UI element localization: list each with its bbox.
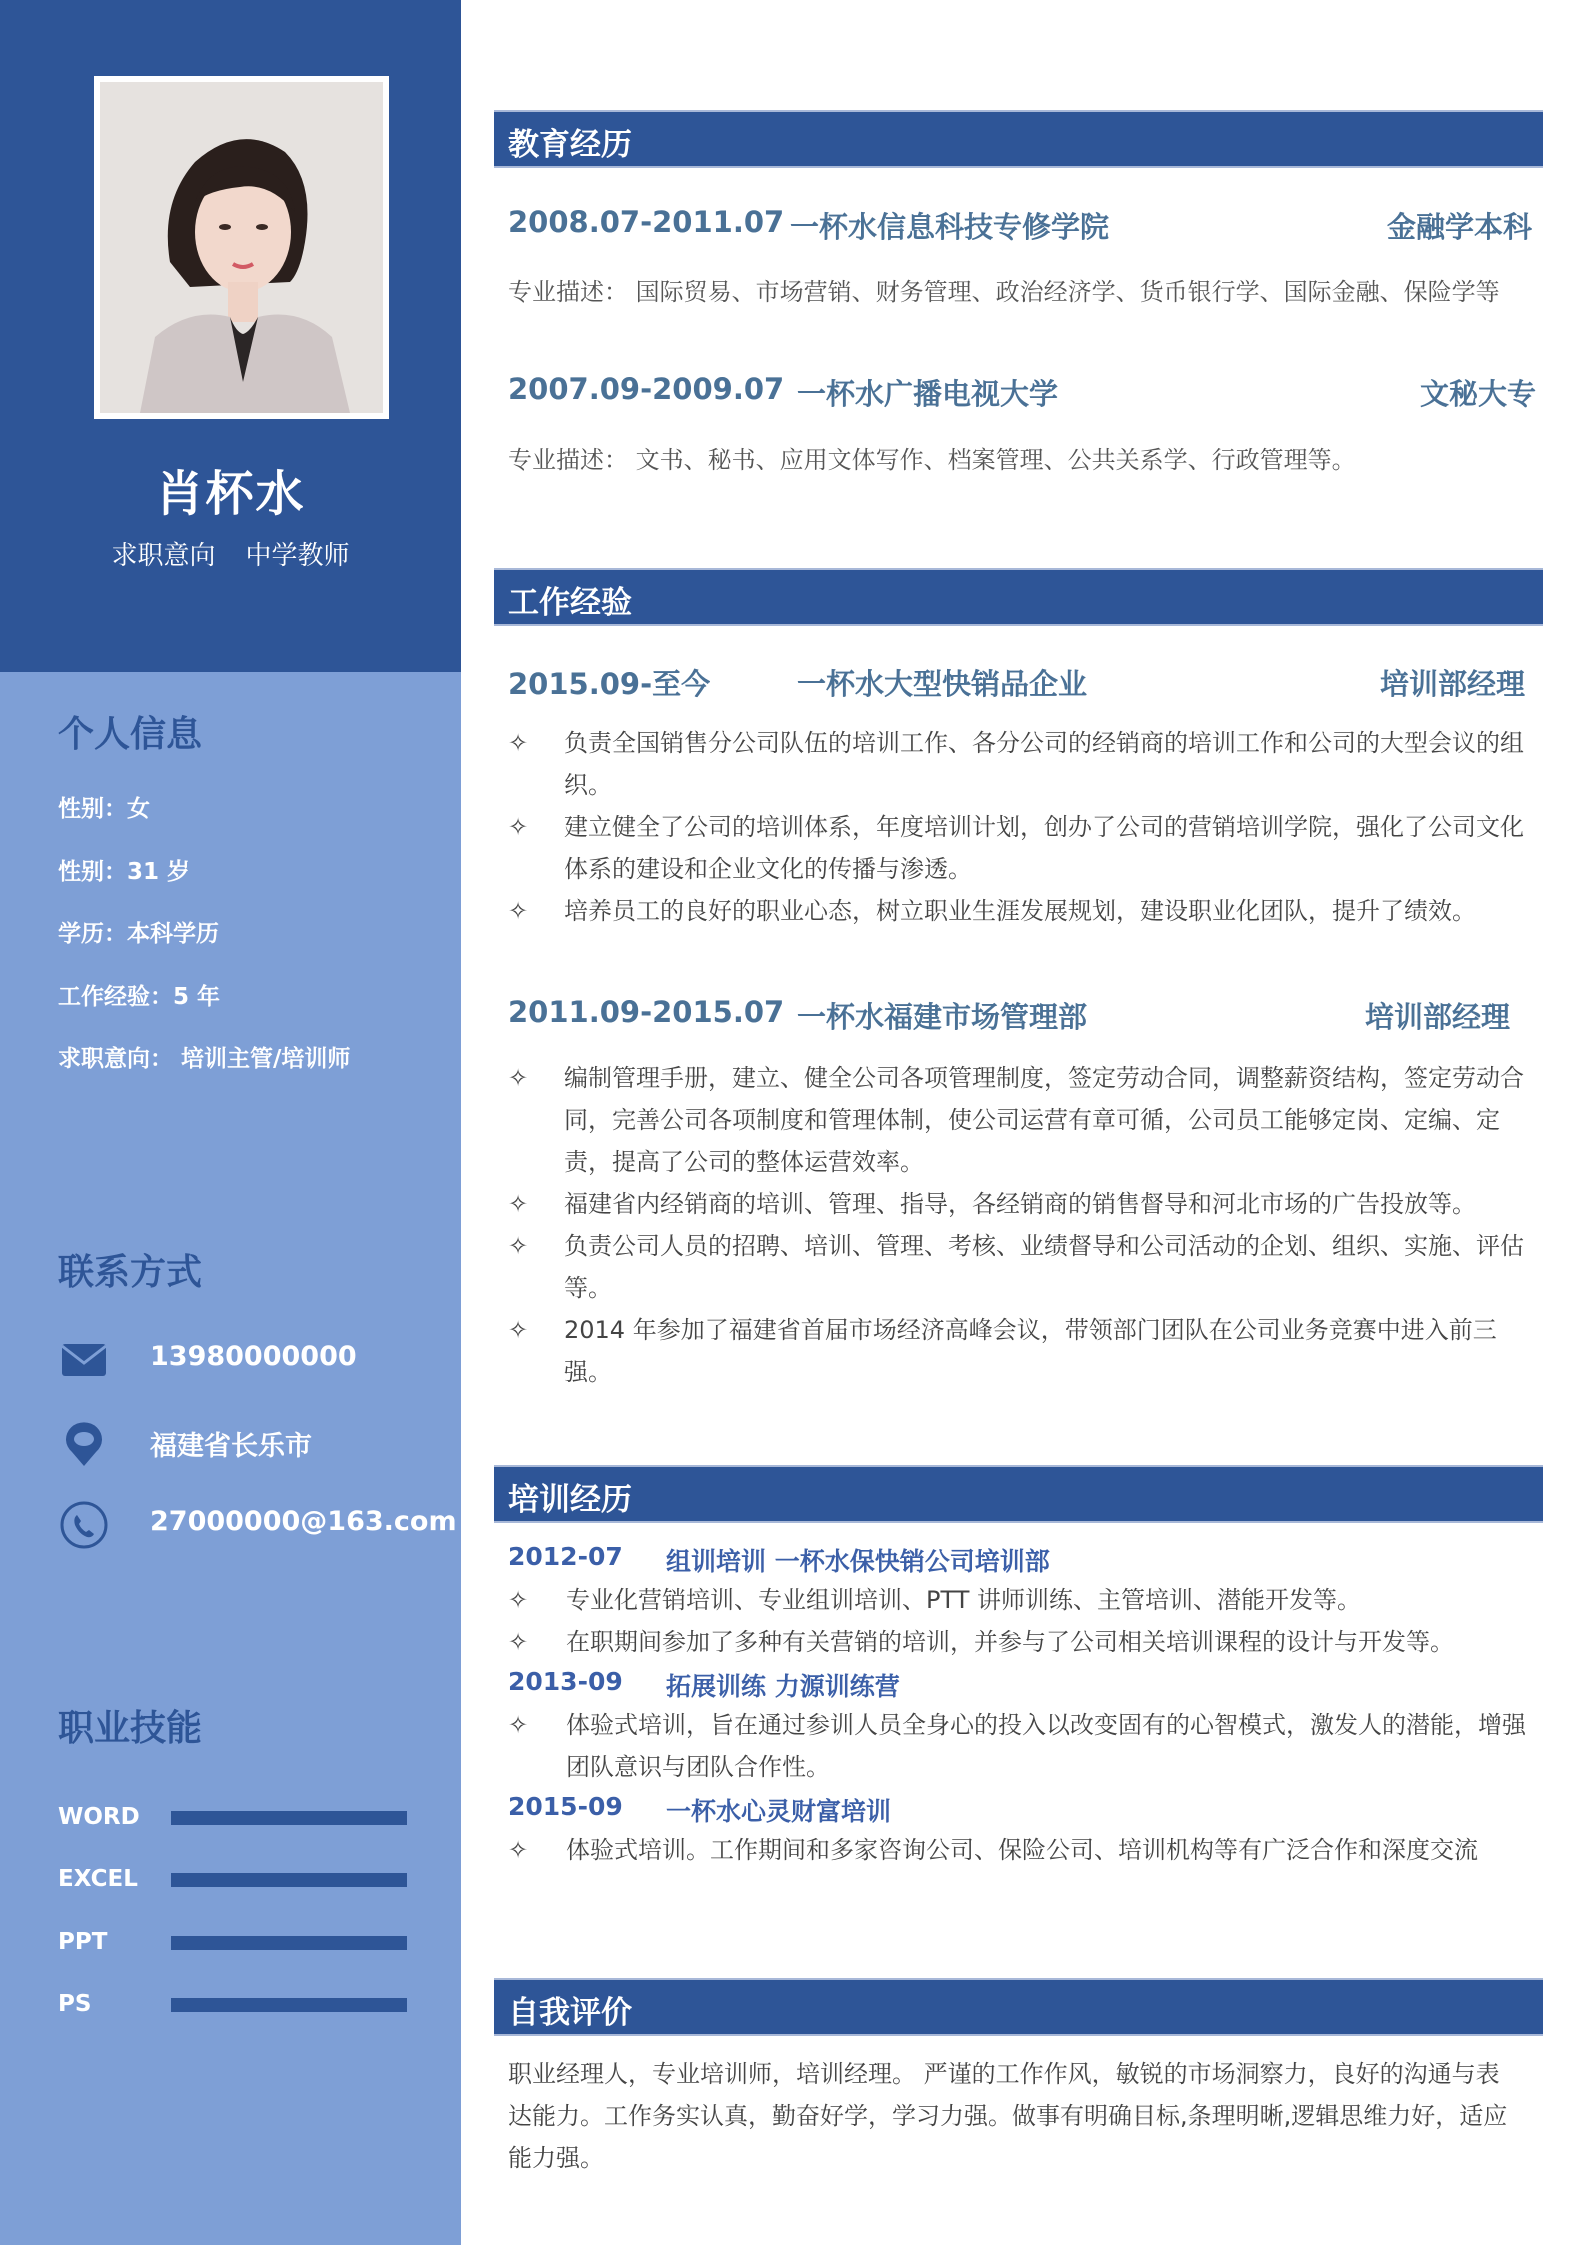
sidebar xyxy=(0,0,461,2245)
work-1-bullet-3 xyxy=(508,890,1538,932)
skill-bar-ps xyxy=(171,1998,407,2012)
bullet-mark-icon: ✧ xyxy=(508,1586,529,1614)
skill-bar-ppt xyxy=(171,1936,407,1950)
skill-bar-word xyxy=(171,1811,407,1825)
bullet-text: 体验式培训，旨在通过参训人员全身心的投入以改变固有的心智模式，激发人的潜能，增强团队意识与团队合作性。 xyxy=(566,1711,1526,1781)
edu-2-description: 专业描述： 文书、秘书、应用文体写作、档案管理、公共关系学、行政管理等。 xyxy=(508,446,1356,474)
address-text: 福建省长乐市 xyxy=(150,1431,312,1462)
contact-heading: 联系方式 xyxy=(58,1252,203,1293)
bullet-text: 编制管理手册，建立、健全公司各项管理制度，签定劳动合同，调整薪资结构，签定劳动合同，完善公司各项制度和管理体制，使公司运营有章可循，公司员工能够定岗、定编、定责，提高了公司的整体运营效率。 xyxy=(564,1064,1524,1176)
info-experience: 工作经验：5 年 xyxy=(58,984,221,1010)
job-intent xyxy=(0,535,461,572)
bullet-text: 体验式培训。工作期间和多家咨询公司、保险公司、培训机构等有广泛合作和深度交流 xyxy=(566,1836,1478,1864)
info-age: 性别：31 岁 xyxy=(58,859,191,885)
self-eval-text: 职业经理人，专业培训师，培训经理。 严谨的工作作风，敏锐的市场洞察力，良好的沟通与表达能力。工作务实认真，勤奋好学，学习力强。做事有明确目标,条理明晰,逻辑思维力好，适应能力强。 xyxy=(508,2060,1508,2172)
training-section-header xyxy=(494,1465,1543,1523)
bullet-text: 建立健全了公司的培训体系，年度培训计划，创办了公司的营销培训学院，强化了公司文化体系的建设和企业文化的传播与渗透。 xyxy=(564,813,1524,883)
bullet-mark-icon: ✧ xyxy=(508,813,529,841)
personal-info-heading: 个人信息 xyxy=(58,714,203,755)
bullet-text: 专业化营销培训、专业组训培训、PTT 讲师训练、主管培训、潜能开发等。 xyxy=(566,1586,1361,1614)
skills-heading: 职业技能 xyxy=(58,1708,203,1749)
work-1-date: 2015.09-至今 xyxy=(508,667,711,701)
training-2-title: 拓展训练 力源训练营 xyxy=(666,1672,900,1701)
skill-label-word: WORD xyxy=(58,1804,140,1830)
edu-1-school: 一杯水信息科技专修学院 xyxy=(790,210,1110,244)
training-1-date: 2012-07 xyxy=(508,1542,623,1571)
bullet-mark-icon: ✧ xyxy=(508,1836,529,1864)
avatar xyxy=(100,82,383,413)
location-pin-icon xyxy=(58,1418,110,1468)
self-eval-section-header xyxy=(494,1978,1543,2036)
profile-header xyxy=(0,0,461,672)
phone-number: 13980000000 xyxy=(150,1341,357,1372)
bullet-mark-icon: ✧ xyxy=(508,729,529,757)
info-intent: 求职意向： 培训主管/培训师 xyxy=(58,1046,351,1072)
edu-2-school: 一杯水广播电视大学 xyxy=(797,377,1059,411)
bullet-mark-icon: ✧ xyxy=(508,1190,529,1218)
bullet-text: 2014 年参加了福建省首届市场经济高峰会议，带领部门团队在公司业务竞赛中进入前三强。 xyxy=(564,1316,1497,1386)
edu-1-date: 2008.07-2011.07 xyxy=(508,205,785,239)
bullet-text: 福建省内经销商的培训、管理、指导，各经销商的销售督导和河北市场的广告投放等。 xyxy=(564,1190,1476,1218)
bullet-mark-icon: ✧ xyxy=(508,1064,529,1092)
bullet-mark-icon: ✧ xyxy=(508,1711,529,1739)
info-education: 学历：本科学历 xyxy=(58,921,219,947)
bullet-mark-icon: ✧ xyxy=(508,1316,529,1344)
bullet-mark-icon: ✧ xyxy=(508,897,529,925)
bullet-mark-icon: ✧ xyxy=(508,1628,529,1656)
work-1-company: 一杯水大型快销品企业 xyxy=(797,667,1088,701)
training-2-date: 2013-09 xyxy=(508,1667,623,1696)
avatar-illustration xyxy=(100,82,383,413)
info-gender: 性别：女 xyxy=(58,796,150,822)
work-2-date: 2011.09-2015.07 xyxy=(508,995,785,1029)
training-3-date: 2015-09 xyxy=(508,1792,623,1821)
edu-1-degree: 金融学本科 xyxy=(1387,210,1533,244)
bullet-text: 负责公司人员的招聘、培训、管理、考核、业绩督导和公司活动的企划、组织、实施、评估等。 xyxy=(564,1232,1524,1302)
education-heading: 教育经历 xyxy=(508,127,632,163)
work-2-bullet-3 xyxy=(508,1225,1538,1309)
skill-bar-excel xyxy=(171,1873,407,1887)
bullet-text: 培养员工的良好的职业心态，树立职业生涯发展规划，建设职业化团队，提升了绩效。 xyxy=(564,897,1476,925)
work-2-bullet-2 xyxy=(508,1183,1538,1225)
bullet-text: 负责全国销售分公司队伍的培训工作、各分公司的经销商的培训工作和公司的大型会议的组织。 xyxy=(564,729,1524,799)
skill-label-ppt: PPT xyxy=(58,1929,108,1955)
training-heading: 培训经历 xyxy=(508,1482,632,1518)
work-2-title: 培训部经理 xyxy=(1365,1000,1511,1034)
work-2-company: 一杯水福建市场管理部 xyxy=(797,1000,1088,1034)
self-eval-heading: 自我评价 xyxy=(508,1995,632,2031)
education-section-header xyxy=(494,110,1543,168)
envelope-icon xyxy=(58,1335,110,1385)
work-section-header xyxy=(494,568,1543,626)
work-1-bullet-2 xyxy=(508,806,1538,890)
bullet-mark-icon: ✧ xyxy=(508,1232,529,1260)
job-intent-label: 求职意向 xyxy=(111,541,216,571)
work-1-bullet-1 xyxy=(508,722,1538,806)
job-intent-value: 中学教师 xyxy=(245,541,350,571)
work-2-bullet-4 xyxy=(508,1309,1538,1393)
avatar-frame xyxy=(94,76,389,419)
bullet-text: 在职期间参加了多种有关营销的培训，并参与了公司相关培训课程的设计与开发等。 xyxy=(566,1628,1454,1656)
training-3-bullet-1 xyxy=(508,1829,1538,1871)
edu-2-degree: 文秘大专 xyxy=(1420,377,1537,411)
training-3-title: 一杯水心灵财富培训 xyxy=(666,1797,892,1826)
candidate-name: 肖杯水 xyxy=(155,466,306,522)
skill-label-excel: EXCEL xyxy=(58,1866,138,1892)
edu-2-date: 2007.09-2009.07 xyxy=(508,372,785,406)
training-1-bullet-1 xyxy=(508,1579,1538,1621)
work-1-title: 培训部经理 xyxy=(1380,667,1526,701)
work-heading: 工作经验 xyxy=(508,585,632,621)
training-2-bullet-1 xyxy=(508,1704,1538,1788)
phone-icon xyxy=(58,1500,110,1550)
training-1-bullet-2 xyxy=(508,1621,1538,1663)
training-1-title: 组训培训 一杯水保快销公司培训部 xyxy=(666,1547,1050,1576)
work-2-bullet-1 xyxy=(508,1057,1538,1183)
edu-1-description: 专业描述： 国际贸易、市场营销、财务管理、政治经济学、货币银行学、国际金融、保险学等 xyxy=(508,278,1500,306)
skill-label-ps: PS xyxy=(58,1991,92,2017)
email-text: 27000000@163.com xyxy=(150,1506,457,1537)
